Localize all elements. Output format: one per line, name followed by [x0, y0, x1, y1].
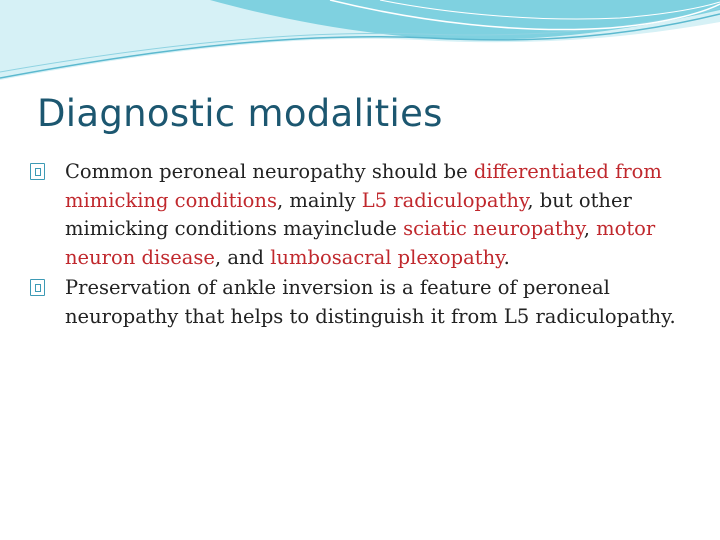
bullet-text: , mainly	[277, 188, 362, 212]
emphasis-text: sciatic neuropathy	[403, 217, 584, 240]
bullet-text: , but other mimicking conditions mayinclude	[65, 188, 632, 240]
bullet-text: ,	[583, 217, 597, 240]
header-wave-decoration	[0, 0, 720, 90]
square-box-icon	[30, 279, 45, 296]
bullet-text: Preservation of ankle inversion is a feature of peroneal neuropathy that helps to distinguish it from L5 radiculopathy.	[65, 276, 676, 328]
slide-body	[30, 158, 700, 333]
bullet-text: .	[503, 245, 510, 269]
bullet-item	[30, 274, 700, 331]
bullet-text: Common peroneal neuropathy should be	[65, 160, 474, 183]
square-box-icon	[30, 163, 45, 180]
emphasis-text: L5 radiculopathy	[361, 188, 528, 212]
bullet-item	[30, 158, 700, 272]
bullet-text: , and	[214, 245, 271, 269]
emphasis-text: motor neuron disease	[65, 217, 656, 269]
slide-title: Diagnostic modalities	[37, 92, 443, 135]
emphasis-text: lumbosacral plexopathy	[270, 245, 504, 269]
emphasis-text: differentiated from mimicking conditions	[65, 160, 662, 212]
